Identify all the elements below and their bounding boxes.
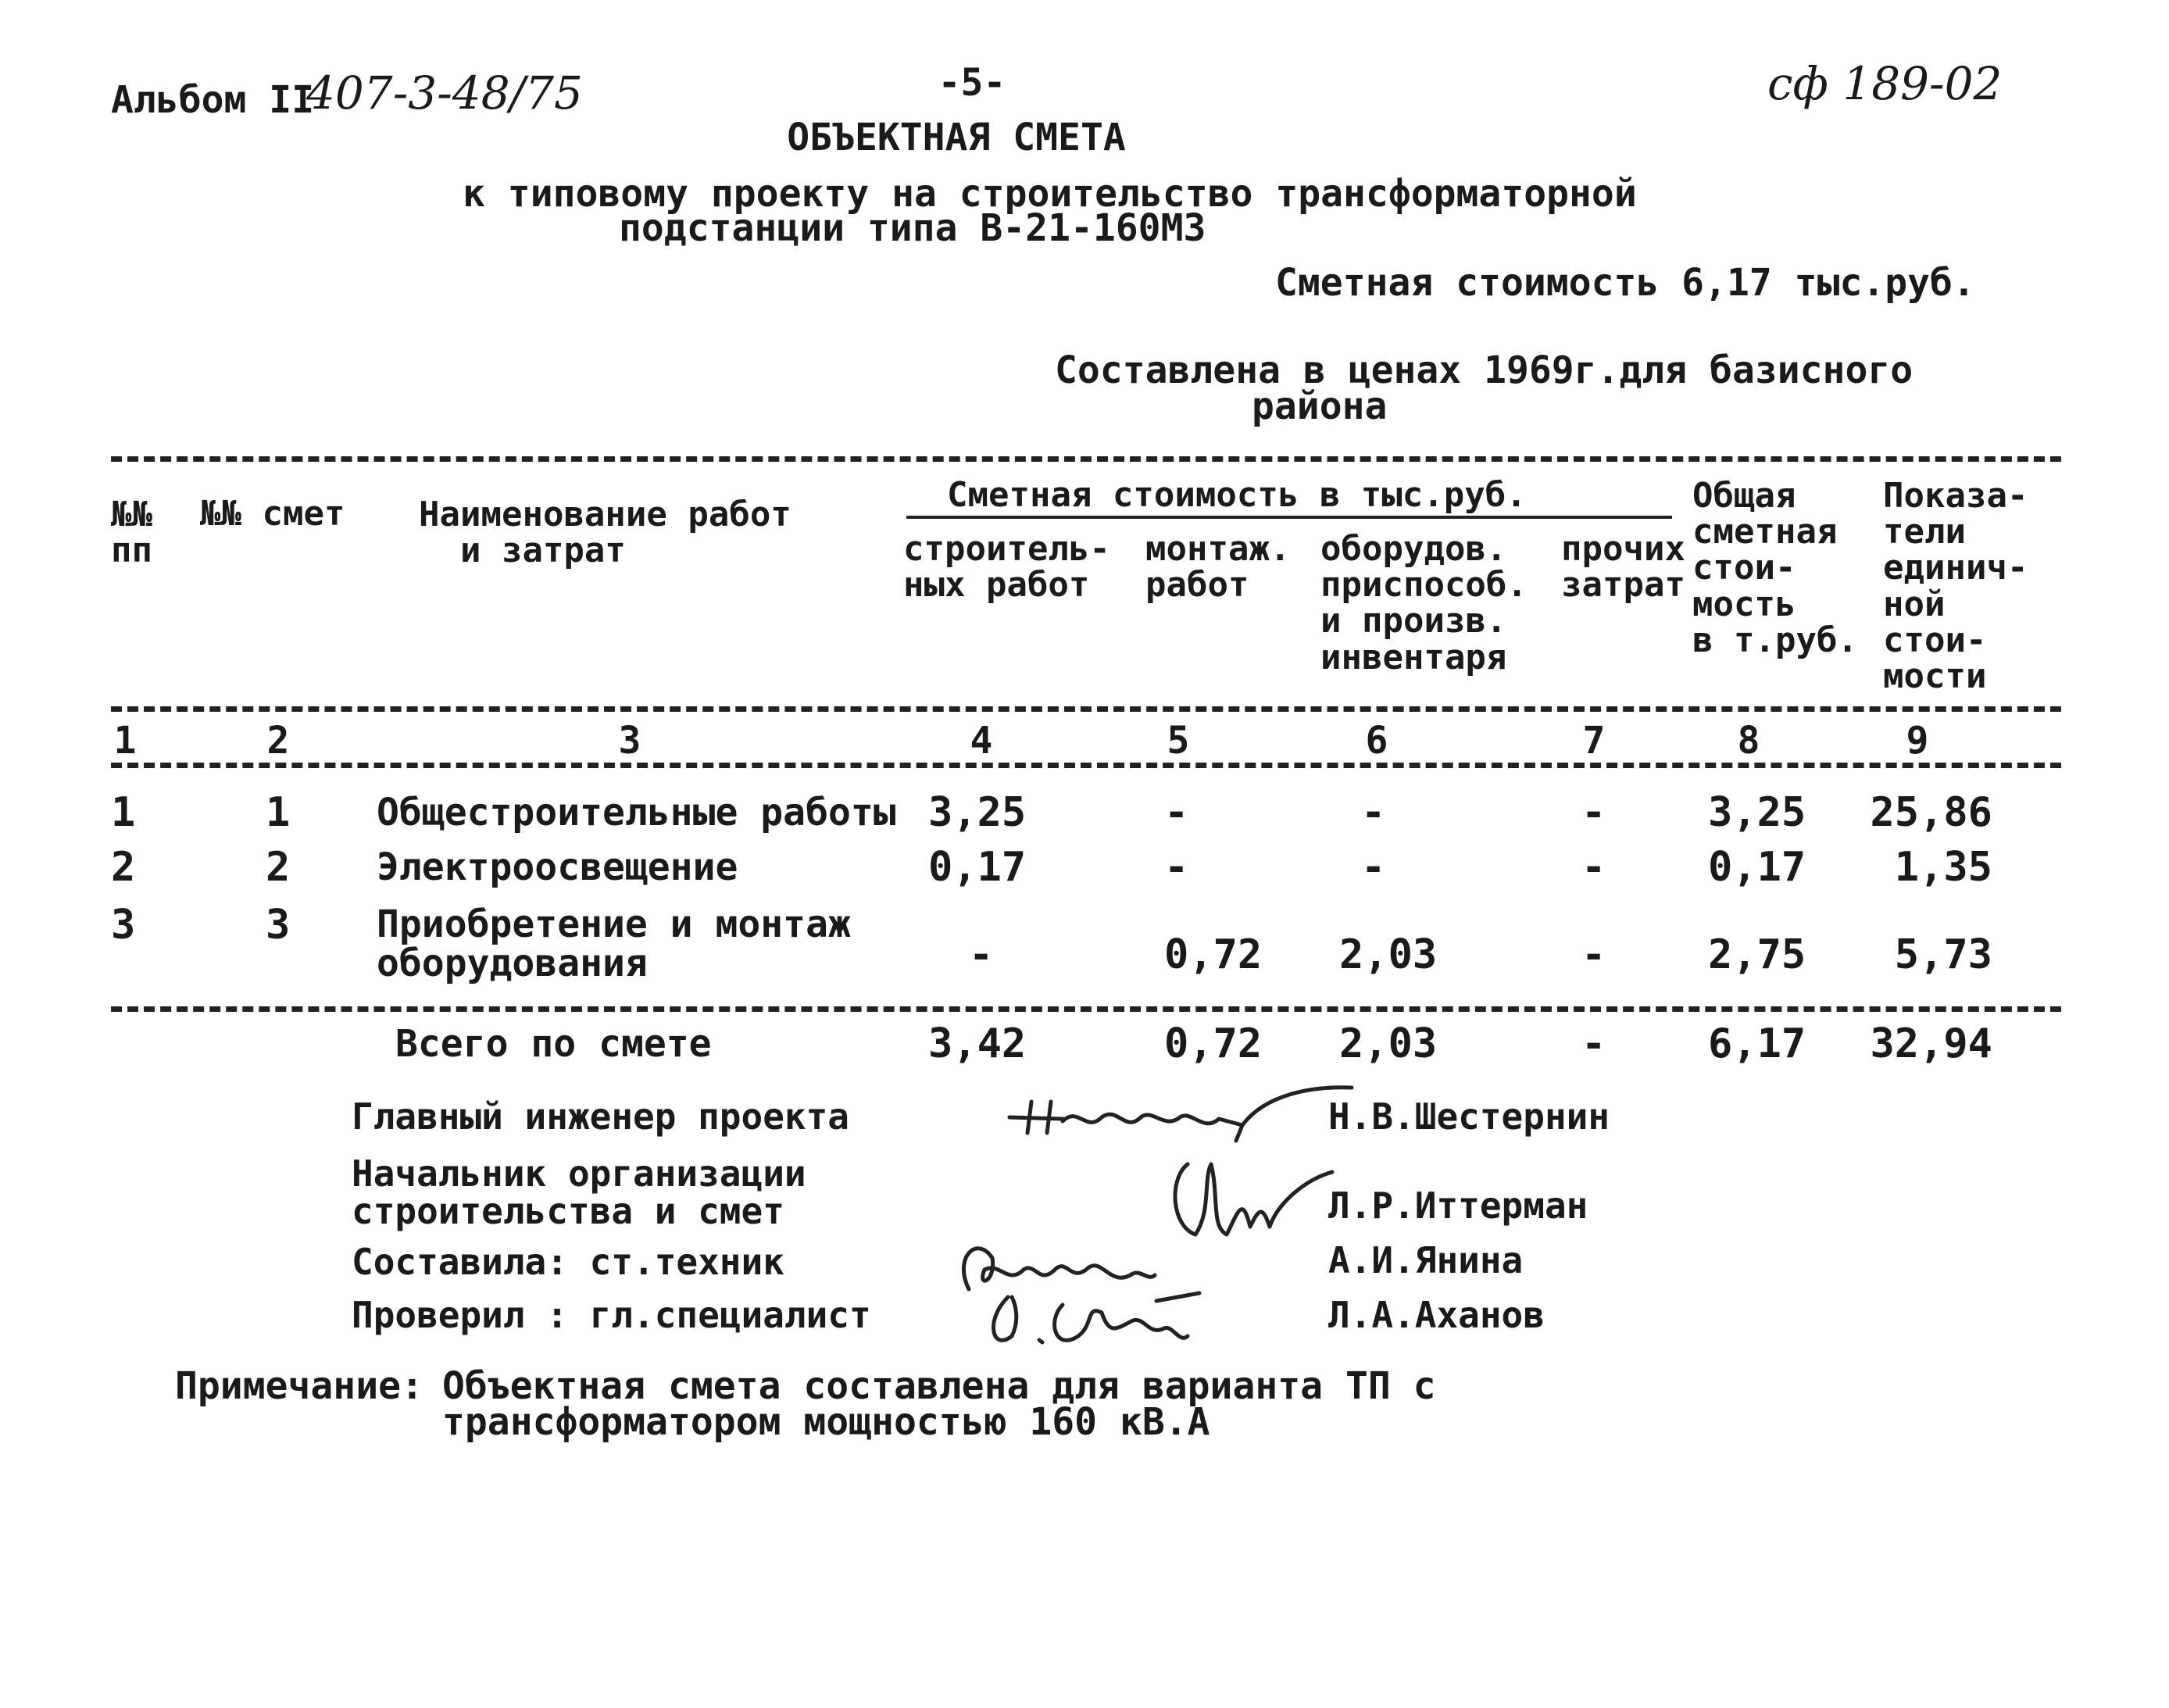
signature-chief-engineer <box>1008 1078 1352 1149</box>
signatory-role: Проверил : гл.специалист <box>352 1294 871 1336</box>
row-number: 3 <box>111 902 136 949</box>
row-construction-value: 0,17 <box>928 844 1027 891</box>
row-equipment-value: - <box>1361 789 1386 836</box>
header-group-underline <box>906 516 1672 519</box>
row-equipment-value: 2,03 <box>1339 931 1438 978</box>
column-number: 3 <box>618 719 641 763</box>
signatory-role: Составила: ст.техник <box>352 1241 784 1283</box>
row-construction-value: 3,25 <box>928 789 1027 836</box>
column-number: 5 <box>1167 719 1190 763</box>
page-number: -5- <box>938 61 1006 105</box>
row-unit-indicator: 1,35 <box>1894 844 1992 891</box>
header-work-name: Наименование работ и затрат <box>419 495 791 571</box>
signatory-role: Начальник организации строительства и смет <box>352 1152 806 1233</box>
row-installation-value: 0,72 <box>1164 931 1263 978</box>
total-cost-value: 6,17 <box>1708 1020 1806 1067</box>
row-other-value: - <box>1581 931 1606 978</box>
column-number: 8 <box>1737 719 1760 763</box>
row-number: 2 <box>111 844 136 891</box>
header-total-cost: Общая сметная стои- мость в т.руб. <box>1692 476 1858 660</box>
album-label: Альбом II <box>111 78 315 122</box>
note-line-1: Объектная смета составлена для варианта ТП с <box>442 1364 1436 1408</box>
header-row-number: №№ пп <box>111 495 152 571</box>
document-title: ОБЪЕКТНАЯ СМЕТА <box>787 116 1126 159</box>
subtitle-line-1: к типовому проекту на строительство трансформаторной <box>463 172 1637 216</box>
sheet-code: сф 189-02 <box>1767 57 2003 110</box>
row-number: 1 <box>111 789 136 836</box>
header-construction-works: строитель- ных работ <box>903 529 1110 606</box>
total-other-value: - <box>1581 1020 1606 1067</box>
signature-organization-head <box>1164 1149 1336 1258</box>
signatory-role: Главный инженер проекта <box>352 1095 849 1138</box>
price-basis-line-1: Составлена в ценах 1969г.для базисного <box>1055 348 1914 392</box>
table-total-rule <box>111 1006 2061 1012</box>
row-total-value: 0,17 <box>1708 844 1806 891</box>
signatory-name: Л.Р.Иттерман <box>1328 1185 1588 1227</box>
row-estimate-number: 3 <box>266 902 291 949</box>
column-numbers-rule <box>111 763 2061 768</box>
table-top-rule <box>111 456 2061 462</box>
row-other-value: - <box>1581 844 1606 891</box>
header-bottom-rule <box>111 706 2061 712</box>
column-number: 6 <box>1365 719 1388 763</box>
row-estimate-number: 1 <box>266 789 291 836</box>
total-construction-value: 3,42 <box>928 1020 1027 1067</box>
total-unit-indicator: 32,94 <box>1870 1020 1992 1067</box>
row-work-name: Приобретение и монтаж оборудования <box>377 902 851 986</box>
album-number: 407-3-48/75 <box>306 66 583 120</box>
header-other-costs: прочих затрат <box>1561 529 1685 606</box>
row-work-name: Общестроительные работы <box>377 791 896 834</box>
row-unit-indicator: 5,73 <box>1894 931 1992 978</box>
header-installation-works: монтаж. работ <box>1145 529 1291 606</box>
row-total-value: 3,25 <box>1708 789 1806 836</box>
column-number: 7 <box>1582 719 1606 763</box>
header-equipment: оборудов. приспособ. и произв. инвентаря <box>1320 529 1528 677</box>
column-number: 1 <box>113 719 137 763</box>
subtitle-line-2: подстанции типа В-21-160МЗ <box>619 206 1206 250</box>
row-other-value: - <box>1581 789 1606 836</box>
total-row-label: Всего по смете <box>395 1022 712 1066</box>
header-unit-indicators: Показа- тели единич- ной стои- мости <box>1883 476 2028 696</box>
signatory-name: Н.В.Шестернин <box>1328 1095 1610 1138</box>
note-label: Примечание: <box>175 1364 423 1408</box>
signatory-name: Л.А.Аханов <box>1328 1294 1545 1336</box>
row-total-value: 2,75 <box>1708 931 1806 978</box>
header-cost-group: Сметная стоимость в тыс.руб. <box>947 475 1527 515</box>
row-equipment-value: - <box>1361 844 1386 891</box>
row-construction-value: - <box>969 931 994 978</box>
column-number: 4 <box>970 719 993 763</box>
signature-reviewer <box>977 1281 1203 1360</box>
column-number: 9 <box>1906 719 1929 763</box>
header-estimate-number: №№ смет <box>200 494 345 534</box>
cost-summary: Сметная стоимость 6,17 тыс.руб. <box>1275 261 1975 305</box>
column-number: 2 <box>266 719 290 763</box>
row-unit-indicator: 25,86 <box>1870 789 1992 836</box>
note-line-2: трансформатором мощностью 160 кВ.А <box>442 1400 1210 1444</box>
row-installation-value: - <box>1164 789 1189 836</box>
row-work-name: Электроосвещение <box>377 845 738 889</box>
signatory-name: А.И.Янина <box>1328 1239 1524 1281</box>
row-installation-value: - <box>1164 844 1189 891</box>
total-installation-value: 0,72 <box>1164 1020 1263 1067</box>
row-estimate-number: 2 <box>266 844 291 891</box>
total-equipment-value: 2,03 <box>1339 1020 1438 1067</box>
price-basis-line-2: района <box>1252 384 1388 428</box>
